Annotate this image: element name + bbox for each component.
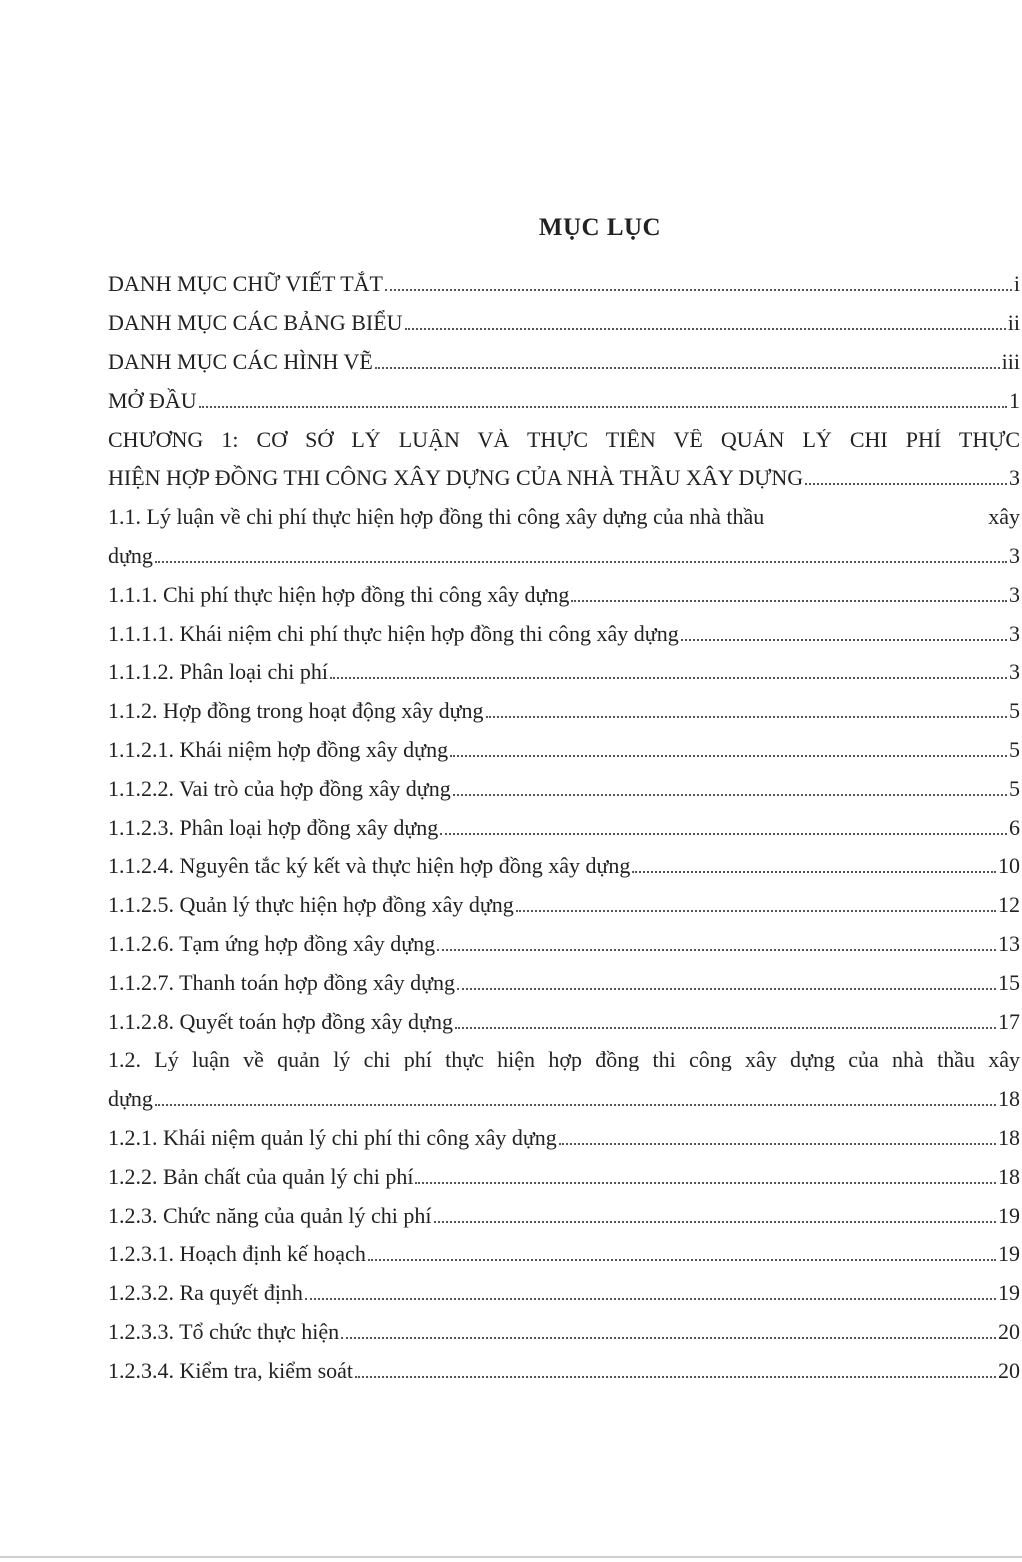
dot-leader [486, 716, 1007, 718]
toc-entry-label: DANH MỤC CHỮ VIẾT TẮT [108, 271, 383, 297]
dot-leader [805, 483, 1007, 485]
dot-leader [155, 561, 1007, 563]
toc-entry [108, 265, 1020, 304]
toc-entry-page: iii [1001, 348, 1020, 374]
toc-entry [108, 1351, 1020, 1390]
toc-entry-label: 1.1.2.3. Phân loại hợp đồng xây dựng [108, 814, 439, 840]
dot-leader [405, 328, 1006, 330]
toc-entry-label: 1.1.2.5. Quản lý thực hiện hợp đồng xây dựng [108, 892, 514, 918]
toc-entry [108, 614, 1020, 653]
toc-entry-page: 19 [998, 1202, 1020, 1228]
toc-entry-label: 1.1.2.8. Quyết toán hợp đồng xây dựng [108, 1008, 453, 1034]
dot-leader [453, 794, 1007, 796]
toc-entry-page: 3 [1009, 465, 1020, 491]
table-of-contents [108, 265, 1020, 1390]
toc-entry [108, 1235, 1020, 1274]
toc-entry-label: dựng [108, 1086, 153, 1112]
toc-entry-label: MỞ ĐẦU [108, 387, 197, 413]
toc-entry [108, 498, 1020, 537]
toc-entry-label: 1.1.2.6. Tạm ứng hợp đồng xây dựng [108, 930, 436, 956]
toc-entry-label: 1.1.2.4. Nguyên tắc ký kết và thực hiện hợp đồng xây dựng [108, 853, 631, 879]
toc-entry-page: 17 [998, 1008, 1020, 1034]
toc-entry [108, 963, 1020, 1002]
toc-entry [108, 769, 1020, 808]
dot-leader [305, 1298, 996, 1300]
toc-entry [108, 847, 1020, 886]
toc-entry-label: 1.2.3.2. Ra quyết định [108, 1280, 303, 1306]
toc-entry-label: 1.1.2.7. Thanh toán hợp đồng xây dựng [108, 969, 456, 995]
toc-entry-page: 18 [998, 1124, 1020, 1150]
toc-entry-label: 1.2.3.1. Hoạch định kế hoạch [108, 1241, 366, 1267]
toc-entry-label: 1.1.2.1. Khái niệm hợp đồng xây dựng [108, 736, 449, 762]
toc-entry-label: CHƯƠNG 1: CƠ SỞ LÝ LUẬN VÀ THỰC TIỄN VỀ QUẢN LÝ CHI PHÍ THỰC [108, 428, 1020, 451]
toc-entry-page: 15 [998, 969, 1020, 995]
dot-leader [199, 406, 1007, 408]
dot-leader [368, 1259, 996, 1261]
toc-entry-label: dựng [108, 542, 153, 568]
dot-leader [559, 1143, 996, 1145]
toc-entry [108, 343, 1020, 382]
toc-entry-page: 13 [998, 930, 1020, 956]
toc-entry [108, 1119, 1020, 1158]
toc-entry [108, 1002, 1020, 1041]
dot-leader [450, 755, 1007, 757]
toc-entry-page: ii [1007, 310, 1020, 336]
toc-entry-label: DANH MỤC CÁC HÌNH VẼ [108, 348, 373, 374]
dot-leader [457, 988, 996, 990]
page-title: MỤC LỤC [538, 214, 662, 241]
dot-leader [681, 639, 1007, 641]
toc-entry [108, 925, 1020, 964]
toc-entry-label: 1.1.2.2. Vai trò của hợp đồng xây dựng [108, 775, 451, 801]
toc-entry-label: 1.1. Lý luận về chi phí thực hiện hợp đồng thi công xây dựng của nhà thầu [108, 504, 765, 530]
toc-entry-page: 5 [1009, 736, 1020, 762]
toc-entry [108, 1157, 1020, 1196]
dot-leader [385, 289, 1012, 291]
toc-entry-label: 1.1.1.1. Khái niệm chi phí thực hiện hợp đồng thi công xây dựng [108, 620, 679, 646]
toc-entry-label: 1.1.2. Hợp đồng trong hoạt động xây dựng [108, 698, 484, 724]
toc-entry-label: 1.2.2. Bản chất của quản lý chi phí [108, 1163, 414, 1189]
toc-entry-page: 3 [1009, 659, 1020, 685]
dot-leader [330, 677, 1007, 679]
toc-entry-page: 20 [998, 1357, 1020, 1383]
toc-entry [108, 1196, 1020, 1235]
dot-leader [155, 1104, 996, 1106]
toc-entry [108, 1080, 1020, 1119]
dot-leader [355, 1376, 996, 1378]
toc-entry-label: 1.2.3. Chức năng của quản lý chi phí [108, 1202, 432, 1228]
toc-entry [108, 304, 1020, 343]
toc-entry [108, 381, 1020, 420]
toc-entry-label: DANH MỤC CÁC BẢNG BIỂU [108, 310, 403, 336]
toc-entry [108, 1274, 1020, 1313]
toc-entry [108, 692, 1020, 731]
toc-entry-page: 20 [998, 1318, 1020, 1344]
toc-entry [108, 420, 1020, 459]
toc-entry-label: 1.1.1. Chi phí thực hiện hợp đồng thi công xây dựng [108, 581, 570, 607]
toc-entry-page: 3 [1009, 581, 1020, 607]
dot-leader [415, 1182, 996, 1184]
toc-entry-label: HIỆN HỢP ĐỒNG THI CÔNG XÂY DỰNG CỦA NHÀ THẦU XÂY DỰNG [108, 465, 804, 491]
toc-entry-page: 12 [998, 892, 1020, 918]
toc-entry [108, 537, 1020, 576]
toc-entry [108, 731, 1020, 770]
toc-entry-page: 18 [998, 1086, 1020, 1112]
toc-entry-label: 1.2. Lý luận về quản lý chi phí thực hiện hợp đồng thi công xây dựng của nhà thầu xây [108, 1049, 1020, 1072]
dot-leader [516, 910, 996, 912]
dot-leader [434, 1221, 996, 1223]
dot-leader [571, 600, 1007, 602]
toc-entry-page: 19 [998, 1241, 1020, 1267]
toc-entry-label: 1.2.3.3. Tổ chức thực hiện [108, 1318, 340, 1344]
toc-entry-label: 1.2.3.4. Kiểm tra, kiểm soát [108, 1357, 354, 1383]
toc-entry-page: 5 [1009, 775, 1020, 801]
toc-entry [108, 1313, 1020, 1352]
toc-entry [108, 1041, 1020, 1080]
dot-leader [632, 871, 996, 873]
dot-leader [375, 367, 1000, 369]
toc-entry-page: 3 [1009, 542, 1020, 568]
toc-entry-tail: xây [988, 504, 1020, 530]
toc-entry-page: 6 [1009, 814, 1020, 840]
toc-entry-page: 5 [1009, 698, 1020, 724]
toc-entry [108, 575, 1020, 614]
toc-entry [108, 886, 1020, 925]
toc-entry-page: 19 [998, 1280, 1020, 1306]
page-edge-line [0, 1556, 1022, 1558]
toc-entry [108, 653, 1020, 692]
toc-entry [108, 459, 1020, 498]
toc-entry-page: 18 [998, 1163, 1020, 1189]
toc-entry [108, 808, 1020, 847]
toc-entry-label: 1.1.1.2. Phân loại chi phí [108, 659, 328, 685]
dot-leader [437, 949, 996, 951]
toc-entry-label: 1.2.1. Khái niệm quản lý chi phí thi công xây dựng [108, 1124, 557, 1150]
dot-leader [341, 1337, 996, 1339]
toc-entry-page: i [1013, 271, 1020, 297]
dot-leader [455, 1027, 996, 1029]
toc-entry-page: 10 [998, 853, 1020, 879]
toc-entry-page: 1 [1009, 387, 1020, 413]
toc-entry-page: 3 [1009, 620, 1020, 646]
dot-leader [440, 833, 1007, 835]
